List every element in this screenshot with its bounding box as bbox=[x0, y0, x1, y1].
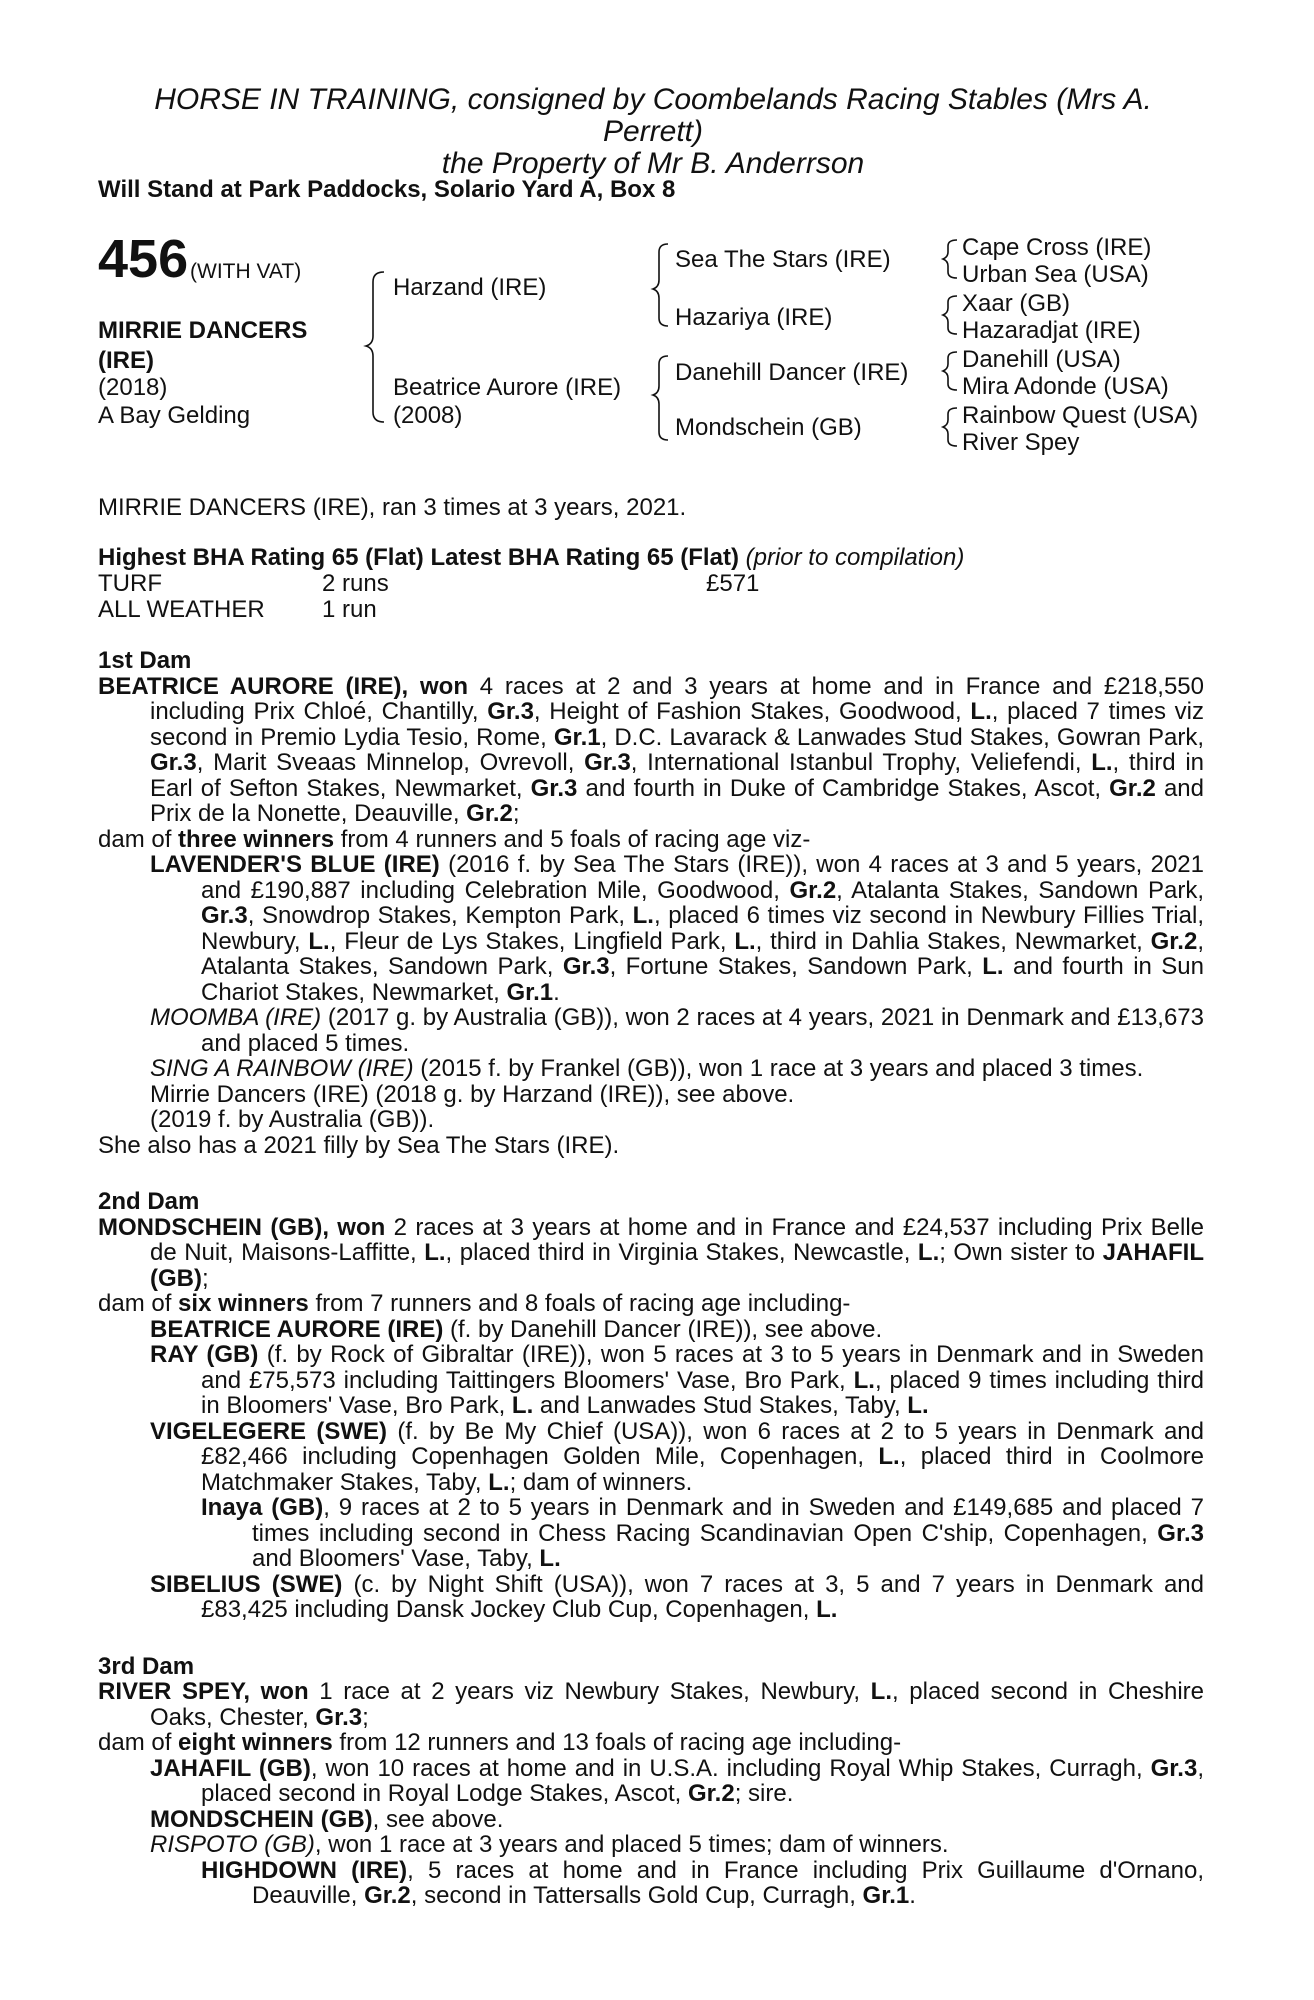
offspring-mirrie-dancers: Mirrie Dancers (IRE) (2018 g. by Harzand (IRE)), see above. bbox=[150, 1080, 795, 1108]
first-dam-record: BEATRICE AURORE (IRE), won 4 races at 2 and 3 years at home and in France and £218,550 including Prix Chloé, Chantilly, Gr.3, Height of Fashion Stakes, Goodwood, L., placed 7 times viz second in Premio Lydia Tesio, Rome, Gr.1, D.C. Lavarack & Lanwades Stud Stakes, Gowran Park, Gr.3, Marit Sveaas Minnelop, Ovrevoll, Gr.3, International Istanbul Trophy, Veliefendi, L., third in Earl of Sefton Stakes, Newmarket, Gr.3 and fourth in Duke of Cambridge Stakes, Ascot, Gr.2 and Prix de la Nonette, Deauville, Gr.2; bbox=[98, 672, 1205, 827]
consignor-line-1: HORSE IN TRAINING, consigned by Coombelands Racing Stables (Mrs A. bbox=[154, 83, 1152, 116]
turf-runs: 2 runs bbox=[322, 570, 389, 597]
granddam-4: River Spey bbox=[962, 429, 1080, 456]
offspring-beatrice-aurore: BEATRICE AURORE (IRE) (f. by Danehill Dancer (IRE)), see above. bbox=[150, 1315, 883, 1343]
third-dam-produce-summary: dam of eight winners from 12 runners and 13 foals of racing age including- bbox=[98, 1729, 902, 1756]
second-dam-record: MONDSCHEIN (GB), won 2 races at 3 years at home and in France and £24,537 including Prix Belle de Nuit, Maisons-Laffitte, L., placed third in Virginia Stakes, Newcastle, L.; Own sister to JAHAFIL (GB); bbox=[98, 1213, 1205, 1292]
third-dam-record: RIVER SPEY, won 1 race at 2 years viz Newbury Stakes, Newbury, L., placed second in Cheshire Oaks, Chester, Gr.3; bbox=[98, 1678, 1204, 1731]
offspring-sing-a-rainbow: SING A RAINBOW (IRE) (2015 f. by Frankel (GB)), won 1 race at 3 years and placed 3 times. bbox=[150, 1055, 1144, 1082]
stand-location: Will Stand at Park Paddocks, Solario Yard A, Box 8 bbox=[98, 176, 676, 203]
horse-name-line-2: (IRE) bbox=[98, 347, 154, 374]
first-dam-note: She also has a 2021 filly by Sea The Stars (IRE). bbox=[98, 1131, 620, 1159]
offspring-jahafil: JAHAFIL (GB), won 10 races at home and in U.S.A. including Royal Whip Stakes, Curragh, Gr.3, placed second in Royal Lodge Stakes, Ascot, Gr.2; sire. bbox=[150, 1754, 1204, 1807]
main-bracket bbox=[366, 272, 384, 422]
sire-name: Harzand (IRE) bbox=[393, 274, 547, 301]
second-dam-produce-summary: dam of six winners from 7 runners and 8 foals of racing age including- bbox=[98, 1290, 851, 1317]
offspring-sibelius: SIBELIUS (SWE) (c. by Night Shift (USA)), won 7 races at 3, 5 and 7 years in Denmark and £83,425 including Dansk Jockey Club Cup, Copenhagen, L. bbox=[150, 1570, 1204, 1623]
bracket-g3 bbox=[943, 352, 957, 390]
third-dam-heading: 3rd Dam bbox=[98, 1652, 195, 1680]
granddam-1: Urban Sea (USA) bbox=[962, 261, 1149, 288]
bracket-g1 bbox=[943, 240, 957, 278]
grandsire-3: Danehill (USA) bbox=[962, 346, 1121, 373]
grandsire-4: Rainbow Quest (USA) bbox=[962, 402, 1199, 429]
consignor-line-2: Perrett) bbox=[602, 115, 704, 148]
lot-number: 456 bbox=[98, 229, 189, 289]
horse-name-line-1: MIRRIE DANCERS bbox=[98, 317, 308, 344]
aw-runs: 1 run bbox=[322, 596, 377, 623]
first-dam-produce-summary: dam of three winners from 4 runners and 5 foals of racing age viz- bbox=[98, 825, 811, 853]
dam-name: Beatrice Aurore (IRE) bbox=[393, 374, 622, 401]
granddam-3: Mira Adonde (USA) bbox=[962, 373, 1169, 400]
granddam-2: Hazaradjat (IRE) bbox=[962, 317, 1141, 344]
dam-sire-name: Danehill Dancer (IRE) bbox=[675, 359, 909, 386]
horse-description: A Bay Gelding bbox=[98, 402, 251, 429]
horse-year: (2018) bbox=[98, 374, 168, 401]
dam-dam-name: Mondschein (GB) bbox=[675, 414, 862, 441]
vat-note: (WITH VAT) bbox=[190, 260, 302, 283]
dam-year: (2008) bbox=[393, 402, 463, 429]
offspring-moomba: MOOMBA (IRE) (2017 g. by Australia (GB)), won 2 races at 4 years, 2021 in Denmark and £13,673 and placed 5 times. bbox=[150, 1004, 1204, 1057]
sire-sire-name: Sea The Stars (IRE) bbox=[675, 246, 891, 273]
owner-line: the Property of Mr B. Anderrson bbox=[441, 147, 865, 180]
first-dam-heading: 1st Dam bbox=[98, 647, 192, 674]
aw-label: ALL WEATHER bbox=[98, 596, 265, 623]
turf-prize: £571 bbox=[706, 570, 760, 597]
bha-rating bbox=[98, 544, 964, 572]
offspring-lavenders-blue: LAVENDER'S BLUE (IRE) (2016 f. by Sea The Stars (IRE)), won 4 races at 3 and 5 years, 2021 and £190,887 including Celebration Mile, Goodwood, Gr.2, Atalanta Stakes, Sandown Park, Gr.3, Snowdrop Stakes, Kempton Park, L., placed 6 times viz second in Newbury Fillies Trial, Newbury, L., Fleur de Lys Stakes, Lingfield Park, L., third in Dahlia Stakes, Newmarket, Gr.2, Atalanta Stakes, Sandown Park, Gr.3, Fortune Stakes, Sandown Park, L. and fourth in Sun Chariot Stakes, Newmarket, Gr.1. bbox=[150, 851, 1205, 1006]
offspring-ray: RAY (GB) (f. by Rock of Gibraltar (IRE)), won 5 races at 3 to 5 years in Denmark and in Sweden and £75,573 including Taittingers Bloomers' Vase, Bro Park, L., placed 9 times including third in Bloomers' Vase, Bro Park, L. and Lanwades Stud Stakes, Taby, L. bbox=[150, 1341, 1204, 1419]
race-summary: MIRRIE DANCERS (IRE), ran 3 times at 3 years, 2021. bbox=[98, 494, 687, 521]
offspring-vigelegere: VIGELEGERE (SWE) (f. by Be My Chief (USA)), won 6 races at 2 to 5 years in Denmark and £82,466 including Copenhagen Golden Mile, Copenhagen, L., placed third in Coolmore Matchmaker Stakes, Taby, L.; dam of winners. bbox=[150, 1417, 1205, 1496]
dam-bracket bbox=[653, 356, 668, 440]
offspring-mondschein: MONDSCHEIN (GB), see above. bbox=[150, 1805, 504, 1833]
offspring-rispoto: RISPOTO (GB), won 1 race at 3 years and placed 5 times; dam of winners. bbox=[150, 1831, 949, 1858]
bha-rating-note: (prior to compilation) bbox=[745, 544, 965, 571]
grandsire-2: Xaar (GB) bbox=[962, 290, 1071, 317]
grand-offspring-inaya: Inaya (GB), 9 races at 2 to 5 years in Denmark and in Sweden and £149,685 and placed 7 times including second in Chess Racing Scandinavian Open C'ship, Copenhagen, Gr.3 and Bloomers' Vase, Taby, L. bbox=[201, 1494, 1204, 1572]
turf-label: TURF bbox=[98, 570, 162, 597]
bracket-g4 bbox=[943, 408, 957, 446]
second-dam-heading: 2nd Dam bbox=[98, 1188, 200, 1215]
sire-dam-name: Hazariya (IRE) bbox=[675, 304, 833, 331]
bha-rating-text: Highest BHA Rating 65 (Flat) Latest BHA Rating 65 (Flat) bbox=[98, 544, 739, 571]
grand-offspring-highdown: HIGHDOWN (IRE), 5 races at home and in France including Prix Guillaume d'Ornano, Deauville, Gr.2, second in Tattersalls Gold Cup, Curragh, Gr.1. bbox=[201, 1856, 1204, 1909]
grandsire-1: Cape Cross (IRE) bbox=[962, 234, 1152, 261]
sire-bracket bbox=[653, 244, 668, 326]
bracket-g2 bbox=[943, 296, 957, 334]
offspring-2019-filly: (2019 f. by Australia (GB)). bbox=[150, 1106, 435, 1133]
first-dam-name: BEATRICE AURORE (IRE), won bbox=[98, 672, 468, 700]
catalogue-body bbox=[98, 648, 1204, 1909]
